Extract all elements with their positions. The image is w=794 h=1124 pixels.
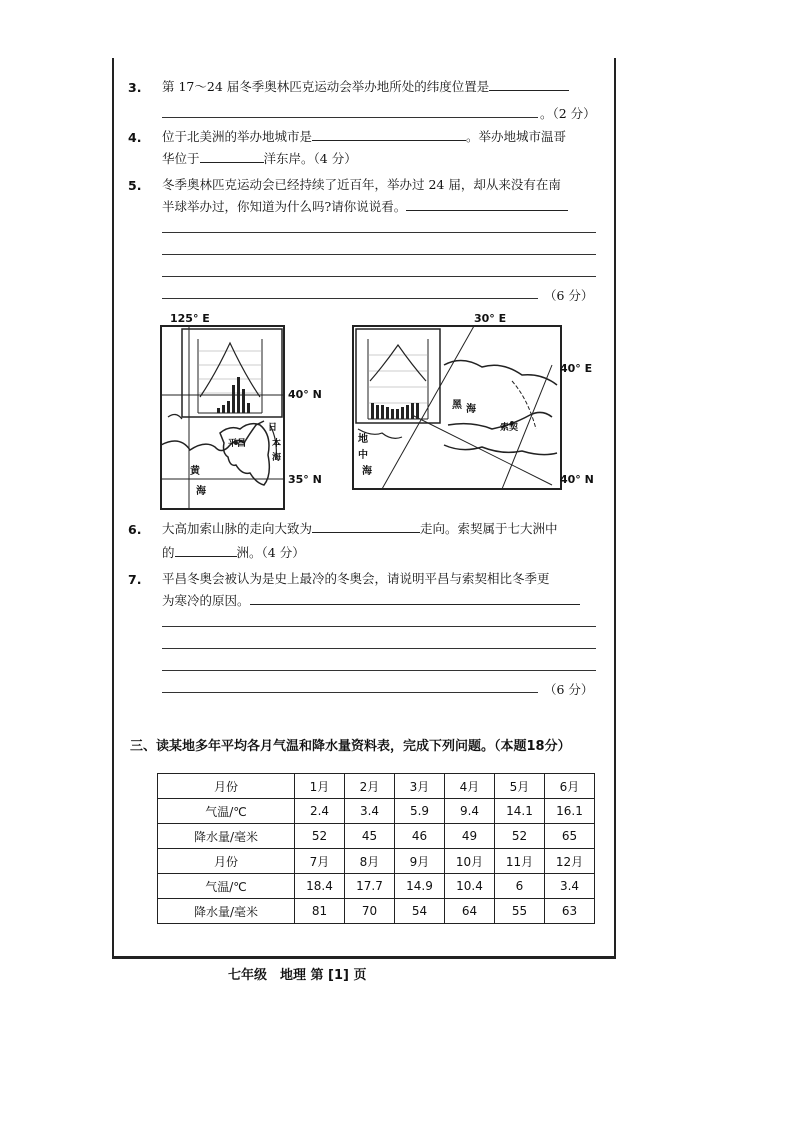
right-map-med-2: 中	[358, 450, 368, 461]
page-footer: 七年级 地理 第 [1] 页	[228, 968, 367, 983]
table-row	[158, 874, 595, 899]
q7-blank[interactable]	[250, 590, 580, 605]
right-map-longitude: 30° E	[474, 312, 507, 325]
q6-blank-continent[interactable]	[175, 542, 237, 557]
q5-score: （6 分）	[544, 288, 594, 303]
row-header-cell: 气温/℃	[158, 799, 295, 824]
left-map-sea-1: 黄	[190, 466, 200, 477]
table-cell: 10月	[445, 849, 495, 874]
table-cell: 12月	[545, 849, 595, 874]
table-cell: 5.9	[395, 799, 445, 824]
q3-score: 。（2 分）	[540, 106, 596, 121]
q3-number: 3.	[128, 80, 142, 95]
table-cell: 1月	[295, 774, 345, 799]
table-cell: 63	[545, 899, 595, 924]
table-row	[158, 824, 595, 849]
q5-answer-line-3[interactable]	[162, 276, 596, 277]
q6-line1: 大高加索山脉的走向大致为 走向。索契属于七大洲中	[162, 518, 558, 540]
table-row	[158, 799, 595, 824]
q4-blank-city[interactable]	[312, 126, 466, 141]
table-cell: 9月	[395, 849, 445, 874]
table-cell: 6月	[545, 774, 595, 799]
table-cell: 10.4	[445, 874, 495, 899]
table-cell: 46	[395, 824, 445, 849]
table-cell: 2.4	[295, 799, 345, 824]
table-cell: 9.4	[445, 799, 495, 824]
q4-line2: 华位于 洋东岸。（4 分）	[162, 148, 357, 170]
left-map-place: 平昌	[228, 439, 247, 449]
q7-number: 7.	[128, 572, 142, 587]
q5-answer-line-4[interactable]	[162, 298, 538, 299]
left-map-lat-bottom: 35° N	[288, 473, 322, 486]
table-cell: 45	[345, 824, 395, 849]
table-cell: 17.7	[345, 874, 395, 899]
q7-answer-line-4[interactable]	[162, 692, 538, 693]
table-cell: 2月	[345, 774, 395, 799]
table-row	[158, 899, 595, 924]
q5-answer-line-2[interactable]	[162, 254, 596, 255]
row-header-cell: 降水量/毫米	[158, 899, 295, 924]
q4-number: 4.	[128, 130, 142, 145]
q4-blank-ocean[interactable]	[200, 148, 264, 163]
right-map-lat: 40° N	[560, 473, 594, 486]
q6-blank-direction[interactable]	[312, 518, 420, 533]
right-map-place: 索契	[500, 423, 519, 433]
row-header-cell: 月份	[158, 849, 295, 874]
right-map-med-3: 海	[362, 466, 372, 477]
q7-answer-line-3[interactable]	[162, 670, 596, 671]
table-cell: 6	[495, 874, 545, 899]
table-cell: 52	[495, 824, 545, 849]
table-cell: 7月	[295, 849, 345, 874]
q3-answer-line[interactable]	[162, 117, 538, 118]
q5-blank[interactable]	[406, 196, 568, 211]
table-cell: 65	[545, 824, 595, 849]
q7-answer-line-1[interactable]	[162, 626, 596, 627]
row-header-cell: 降水量/毫米	[158, 824, 295, 849]
right-map-lon: 40° E	[560, 362, 593, 375]
q5-answer-line-1[interactable]	[162, 232, 596, 233]
table-cell: 55	[495, 899, 545, 924]
table-cell: 54	[395, 899, 445, 924]
table-row	[158, 849, 595, 874]
table-cell: 4月	[445, 774, 495, 799]
table-cell: 52	[295, 824, 345, 849]
left-map	[160, 325, 285, 510]
q7-line1: 平昌冬奥会被认为是史上最冷的冬奥会，请说明平昌与索契相比冬季更	[162, 571, 550, 586]
row-header-cell: 气温/℃	[158, 874, 295, 899]
q5-line1: 冬季奥林匹克运动会已经持续了近百年，举办过 24 届，却从来没有在南	[162, 177, 561, 192]
table-cell: 11月	[495, 849, 545, 874]
table-cell: 49	[445, 824, 495, 849]
table-cell: 81	[295, 899, 345, 924]
table-cell: 70	[345, 899, 395, 924]
q5-line2: 半球举办过，你知道为什么吗?请你说说看。	[162, 196, 568, 218]
left-map-japan-3: 海	[272, 453, 282, 463]
table-cell: 3.4	[345, 799, 395, 824]
left-map-longitude: 125° E	[170, 312, 210, 325]
q7-score: （6 分）	[544, 682, 594, 697]
q6-number: 6.	[128, 522, 142, 537]
right-map-sea-1: 黑	[452, 400, 462, 411]
table-cell: 18.4	[295, 874, 345, 899]
q3-text: 第 17～24 届冬季奥林匹克运动会举办地所处的纬度位置是	[162, 76, 569, 98]
table-cell: 3月	[395, 774, 445, 799]
table-cell: 8月	[345, 849, 395, 874]
right-map-med-1: 地	[358, 434, 368, 445]
left-map-lat-top: 40° N	[288, 388, 322, 401]
q7-line2: 为寒冷的原因。	[162, 590, 580, 612]
table-cell: 14.9	[395, 874, 445, 899]
table-cell: 5月	[495, 774, 545, 799]
q3-blank[interactable]	[489, 76, 569, 91]
table-cell: 14.1	[495, 799, 545, 824]
table-cell: 64	[445, 899, 495, 924]
section-3-title: 三、读某地多年平均各月气温和降水量资料表，完成下列问题。（本题18分）	[130, 739, 571, 754]
q4-line1: 位于北美洲的举办地城市是 。举办地城市温哥	[162, 126, 566, 148]
row-header-cell: 月份	[158, 774, 295, 799]
table-cell: 16.1	[545, 799, 595, 824]
table-row	[158, 774, 595, 799]
left-map-japan-2: 本	[272, 439, 282, 449]
right-map-sea-2: 海	[466, 404, 476, 415]
q7-answer-line-2[interactable]	[162, 648, 596, 649]
climate-table	[157, 773, 595, 924]
left-map-sea-2: 海	[196, 486, 206, 497]
q5-number: 5.	[128, 178, 142, 193]
table-cell: 3.4	[545, 874, 595, 899]
q6-line2: 的 洲。（4 分）	[162, 542, 305, 564]
left-map-japan-1: 日	[268, 423, 278, 433]
